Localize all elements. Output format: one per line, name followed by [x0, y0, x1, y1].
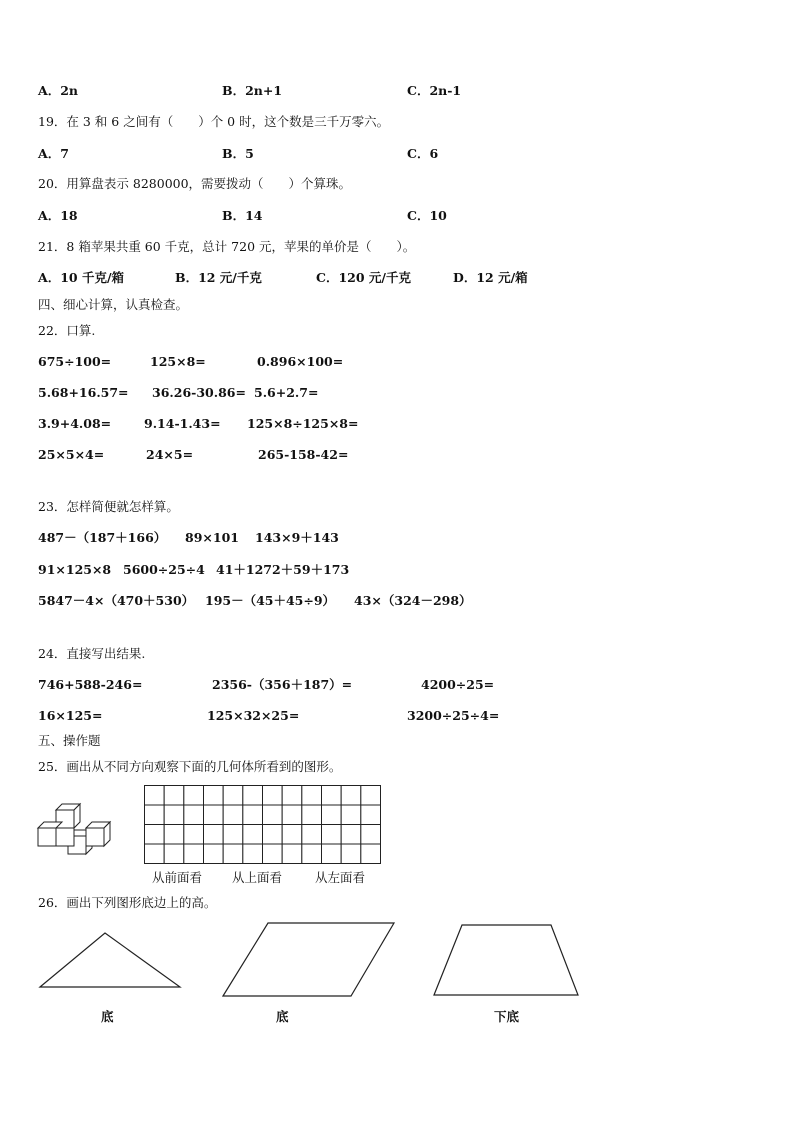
- q19-stem: 19．在 3 和 6 之间有（ ）个 0 时，这个数是三千万零六。: [38, 114, 390, 129]
- q18-option-c: C．2n-1: [407, 83, 462, 98]
- grid-cell[interactable]: [243, 844, 263, 864]
- grid-cell[interactable]: [223, 844, 243, 864]
- grid-cell[interactable]: [184, 786, 204, 806]
- section-4-heading: 四、细心计算，认真检查。: [38, 297, 189, 312]
- q23-item: 41＋1272＋59＋173: [216, 562, 350, 577]
- q21-option-a: A．10 千克/箱: [38, 270, 125, 285]
- grid-cell[interactable]: [145, 786, 165, 806]
- q23-item: 91×125×8: [38, 562, 112, 577]
- q26-stem: 26．画出下列图形底边上的高。: [38, 895, 217, 910]
- view-label-top: 从上面看: [232, 870, 283, 885]
- grid-cell[interactable]: [184, 844, 204, 864]
- grid-cell[interactable]: [341, 805, 361, 825]
- grid-cell[interactable]: [164, 844, 184, 864]
- grid-cell[interactable]: [302, 825, 322, 845]
- grid-cell[interactable]: [282, 786, 302, 806]
- triangle-figure[interactable]: [38, 930, 183, 990]
- q18-option-a: A．2n: [38, 83, 78, 98]
- q24-item: 4200÷25=: [421, 677, 495, 692]
- q20-option-c: C．10: [407, 208, 447, 223]
- trapezoid-figure[interactable]: [432, 922, 582, 998]
- q23-item: 43×（324－298）: [354, 593, 472, 608]
- q20-stem: 20．用算盘表示 8280000，需要拨动（ ）个算珠。: [38, 176, 352, 191]
- triangle-base-label: 底: [101, 1009, 114, 1024]
- q23-item: 5847－4×（470＋530）: [38, 593, 195, 608]
- grid-cell[interactable]: [361, 786, 381, 806]
- q22-item: 25×5×4=: [38, 447, 105, 462]
- grid-cell[interactable]: [204, 786, 224, 806]
- q21-option-d: D．12 元/箱: [453, 270, 528, 285]
- view-label-left: 从左面看: [315, 870, 366, 885]
- grid-cell[interactable]: [145, 805, 165, 825]
- grid-cell[interactable]: [341, 825, 361, 845]
- q22-item: 24×5=: [146, 447, 194, 462]
- view-label-front: 从前面看: [152, 870, 203, 885]
- q21-stem: 21．8 箱苹果共重 60 千克，总计 720 元，苹果的单价是（ ）。: [38, 239, 416, 254]
- grid-cell[interactable]: [204, 844, 224, 864]
- q25-stem: 25．画出从不同方向观察下面的几何体所看到的图形。: [38, 759, 342, 774]
- q22-item: 3.9+4.08=: [38, 416, 112, 431]
- q23-stem: 23．怎样简便就怎样算。: [38, 499, 179, 514]
- grid-cell[interactable]: [322, 844, 342, 864]
- grid-cell[interactable]: [282, 825, 302, 845]
- q18-option-b: B．2n+1: [222, 83, 283, 98]
- q23-item: 195－（45＋45÷9）: [205, 593, 336, 608]
- grid-cell[interactable]: [282, 844, 302, 864]
- grid-cell[interactable]: [322, 805, 342, 825]
- q24-stem: 24．直接写出结果.: [38, 646, 146, 661]
- grid-cell[interactable]: [243, 805, 263, 825]
- q24-item: 16×125=: [38, 708, 103, 723]
- q24-item: 125×32×25=: [207, 708, 300, 723]
- grid-cell[interactable]: [223, 825, 243, 845]
- grid-cell[interactable]: [145, 844, 165, 864]
- grid-cell[interactable]: [164, 825, 184, 845]
- grid-cell[interactable]: [164, 805, 184, 825]
- grid-cell[interactable]: [361, 825, 381, 845]
- q20-option-a: A．18: [38, 208, 78, 223]
- q22-item: 5.6+2.7=: [254, 385, 319, 400]
- grid-cell[interactable]: [282, 805, 302, 825]
- q23-item: 5600÷25÷4: [123, 562, 205, 577]
- grid-cell[interactable]: [341, 786, 361, 806]
- grid-cell[interactable]: [263, 825, 283, 845]
- q22-item: 265-158-42=: [258, 447, 349, 462]
- grid-cell[interactable]: [184, 805, 204, 825]
- q23-item: 143×9＋143: [255, 530, 339, 545]
- grid-cell[interactable]: [243, 786, 263, 806]
- grid-cell[interactable]: [322, 825, 342, 845]
- grid-cell[interactable]: [145, 825, 165, 845]
- grid-cell[interactable]: [302, 805, 322, 825]
- cube-solid-figure: [36, 800, 108, 858]
- grid-cell[interactable]: [263, 844, 283, 864]
- grid-cell[interactable]: [223, 786, 243, 806]
- q23-item: 487－（187＋166）: [38, 530, 167, 545]
- q21-option-c: C．120 元/千克: [316, 270, 411, 285]
- parallelogram-base-label: 底: [276, 1009, 289, 1024]
- drawing-grid[interactable]: [144, 785, 381, 864]
- grid-cell[interactable]: [341, 844, 361, 864]
- grid-cell[interactable]: [302, 844, 322, 864]
- q21-option-b: B．12 元/千克: [175, 270, 262, 285]
- grid-cell[interactable]: [204, 825, 224, 845]
- q22-item: 5.68+16.57=: [38, 385, 129, 400]
- section-5-heading: 五、操作题: [38, 733, 101, 748]
- parallelogram-figure[interactable]: [221, 920, 397, 1000]
- grid-cell[interactable]: [361, 805, 381, 825]
- q22-item: 0.896×100=: [257, 354, 344, 369]
- q24-item: 746+588-246=: [38, 677, 143, 692]
- grid-cell[interactable]: [263, 805, 283, 825]
- q24-item: 2356-（356＋187）=: [212, 677, 353, 692]
- q19-option-b: B．5: [222, 146, 254, 161]
- grid-cell[interactable]: [204, 805, 224, 825]
- q19-option-a: A．7: [38, 146, 69, 161]
- q24-item: 3200÷25÷4=: [407, 708, 500, 723]
- grid-cell[interactable]: [164, 786, 184, 806]
- q22-item: 125×8=: [150, 354, 206, 369]
- q23-item: 89×101: [185, 530, 239, 545]
- q22-item: 125×8÷125×8=: [247, 416, 359, 431]
- q22-item: 675÷100=: [38, 354, 112, 369]
- grid-cell[interactable]: [302, 786, 322, 806]
- grid-cell[interactable]: [263, 786, 283, 806]
- trapezoid-base-label: 下底: [494, 1009, 520, 1024]
- grid-cell[interactable]: [223, 805, 243, 825]
- q20-option-b: B．14: [222, 208, 263, 223]
- grid-cell[interactable]: [243, 825, 263, 845]
- grid-cell[interactable]: [361, 844, 381, 864]
- grid-cell[interactable]: [322, 786, 342, 806]
- grid-cell[interactable]: [184, 825, 204, 845]
- q19-option-c: C．6: [407, 146, 439, 161]
- q22-stem: 22．口算.: [38, 323, 96, 338]
- q22-item: 36.26-30.86=: [152, 385, 246, 400]
- q22-item: 9.14-1.43=: [144, 416, 221, 431]
